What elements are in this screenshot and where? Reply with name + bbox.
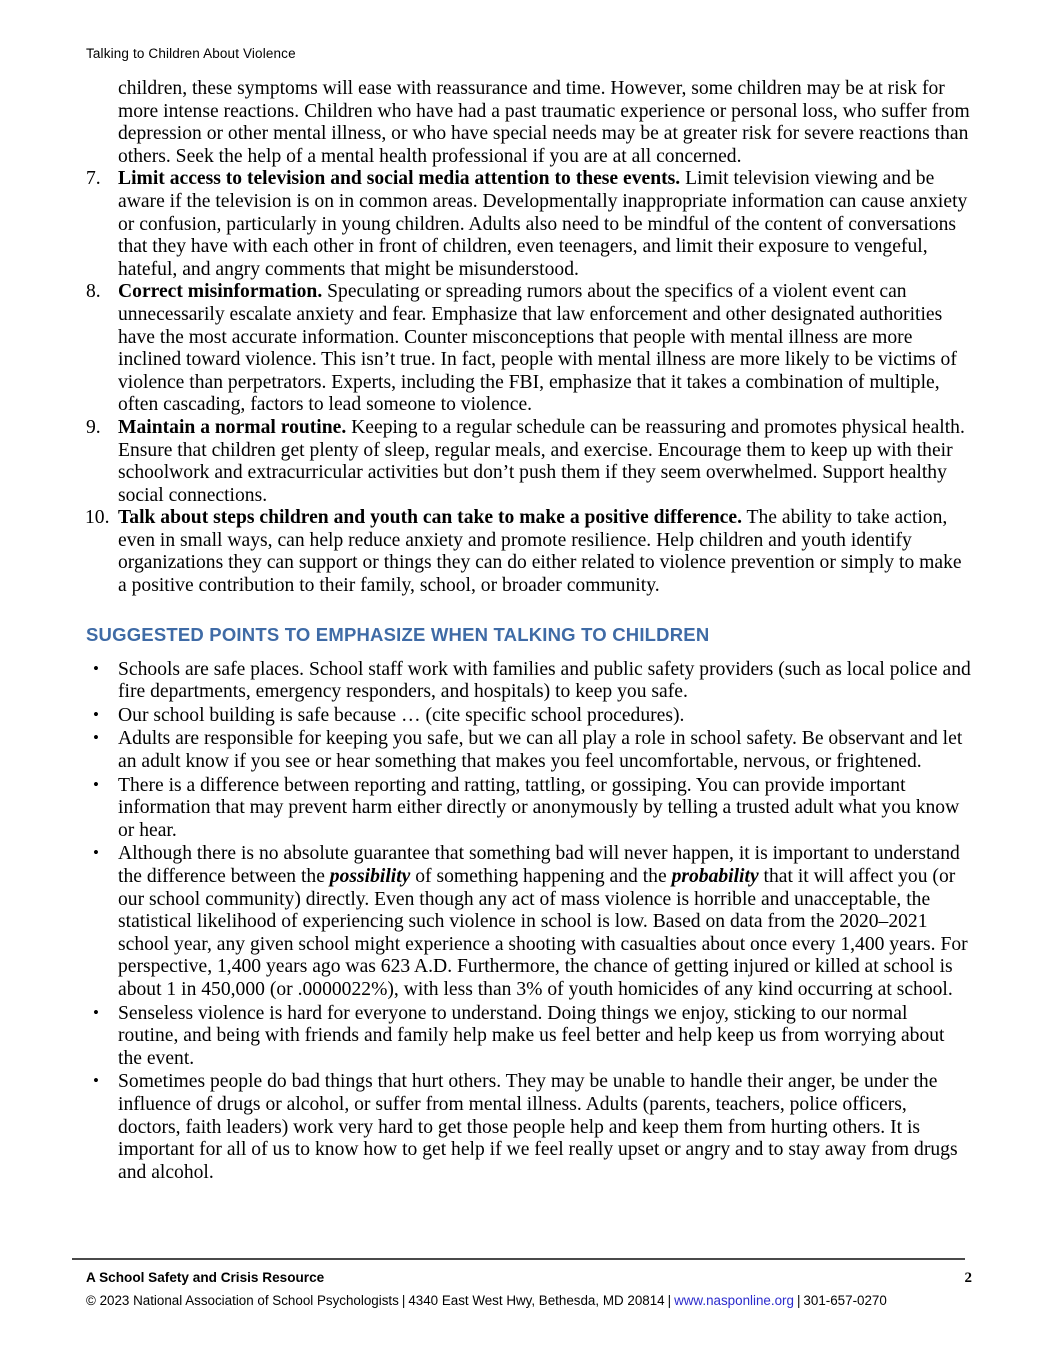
list-item xyxy=(86,728,972,773)
bullet-icon: • xyxy=(93,728,99,748)
numbered-list-item xyxy=(86,417,972,507)
page-number: 2 xyxy=(964,1270,972,1286)
emphasis-possibility: possibility xyxy=(329,866,411,887)
list-item-text: There is a difference between reporting and ratting, tattling, or gossiping. You can provide important information that may prevent harm either directly or anonymously by telling a trusted adult what you know or hear. xyxy=(118,774,960,841)
footer-website-link[interactable]: www.nasponline.org xyxy=(674,1293,794,1308)
list-item xyxy=(86,705,972,728)
bullet-icon: • xyxy=(93,1002,99,1022)
list-marker: 9. xyxy=(86,416,101,438)
numbered-list-item xyxy=(86,507,972,597)
list-marker: 10. xyxy=(85,507,110,529)
bullet-icon: • xyxy=(93,658,99,678)
footer-divider xyxy=(72,1258,965,1260)
list-item-text: Our school building is safe because … (cite specific school procedures). xyxy=(118,704,685,726)
bullet-icon: • xyxy=(93,774,99,794)
numbered-list xyxy=(86,168,972,597)
page-footer xyxy=(86,1270,972,1308)
list-item-lead: Maintain a normal routine. xyxy=(118,416,347,438)
numbered-list-item xyxy=(86,281,972,417)
list-item-text: Schools are safe places. School staff work with families and public safety providers (such as local police and fire departments, emergency responders, and hospitals) to keep you safe. xyxy=(118,658,971,703)
list-item xyxy=(86,1071,972,1184)
bullet-icon: • xyxy=(93,843,99,863)
intro-paragraph: children, these symptoms will ease with reassurance and time. However, some children may be at risk for more intense reactions. Children who have had a past traumatic experience or personal loss, who suffer from depression or other mental illness, or who have special needs may be at greater risk for severe reactions than others. Seek the help of a mental health professional if you are at all concerned. xyxy=(118,78,970,167)
footer-resource-label: A School Safety and Crisis Resource xyxy=(86,1270,325,1285)
bullet-list xyxy=(86,659,972,1185)
list-item-text: Sometimes people do bad things that hurt others. They may be unable to handle their anger, be under the influence of drugs or alcohol, or suffer from mental illness. Adults (parents, teachers, police officers, doctors, faith leaders) work very hard to get those people help and keep them from hurting others. It is important for all of us to know how to get help if we feel really upset or angry and to stay away from drugs and alcohol. xyxy=(118,1071,958,1183)
list-item-body: The ability to take action, even in small ways, can help reduce anxiety and promote resilience. Help children and youth identify organizations they can support or things they can do either related to violence prevention or simply to make a positive contribution to their family, school, or broader community. xyxy=(118,507,962,597)
list-item xyxy=(86,843,972,1001)
footer-separator: | xyxy=(796,1293,801,1308)
footer-phone: 301-657-0270 xyxy=(803,1293,887,1308)
list-item-text-part3: that it will affect you (or our school community) directly. Even though any act of mass violence is horrible and unacceptable, the statistical likelihood of experiencing such violence in school is low. Based on data from the 2020–2021 school year, any given school might experience a shooting with casualties about once every 1,400 years. For perspective, 1,400 years ago was 623 A.D. Furthermore, the chance of getting injured or killed at school is about 1 in 450,000 (or .0000022%), with less than 3% of youth homicides of any kind occurring at school. xyxy=(118,866,968,1000)
list-item-text-part2: of something happening and the xyxy=(410,866,672,887)
footer-separator: | xyxy=(401,1293,406,1308)
footer-contact-line xyxy=(86,1293,972,1308)
list-item-text: Senseless violence is hard for everyone to understand. Doing things we enjoy, sticking to our normal routine, and being with friends and family help make us feel better and help keep us from worrying about the event. xyxy=(118,1002,945,1069)
emphasis-probability: probability xyxy=(671,866,759,887)
list-item-body: Limit television viewing and be aware if the television is on in common areas. Developmentally inappropriate information can cause anxiety or confusion, particularly in young children. Adults also need to be mindful of the content of conversations that they have with each other in front of children, even teenagers, and limit their exposure to vengeful, hateful, and angry comments that might be misunderstood. xyxy=(118,168,968,280)
list-item-text-part1: Although there is no absolute guarantee that something bad will never happen, it is important to understand the difference between the xyxy=(118,843,960,887)
footer-copyright: © 2023 National Association of School Psychologists xyxy=(86,1293,399,1308)
list-marker: 8. xyxy=(86,281,101,303)
bullet-icon: • xyxy=(93,704,99,724)
footer-separator: | xyxy=(667,1293,672,1308)
footer-resource-line xyxy=(86,1270,972,1290)
list-item xyxy=(86,775,972,843)
list-item-lead: Correct misinformation. xyxy=(118,281,323,303)
list-marker: 7. xyxy=(86,168,101,190)
footer-address: 4340 East West Hwy, Bethesda, MD 20814 xyxy=(408,1293,665,1308)
list-item-lead: Limit access to television and social media attention to these events. xyxy=(118,168,681,190)
list-item xyxy=(86,659,972,704)
list-item xyxy=(86,1003,972,1071)
section-heading: SUGGESTED POINTS TO EMPHASIZE WHEN TALKING TO CHILDREN xyxy=(86,623,710,645)
numbered-list-item xyxy=(86,168,972,281)
list-item-body: Keeping to a regular schedule can be reassuring and promotes physical health. Ensure that children get plenty of sleep, regular meals, and exercise. Encourage them to keep up with their schoolwork and extracurricular activities but don’t push them if they seem overwhelmed. Support healthy social connections. xyxy=(118,416,965,506)
page-content xyxy=(86,78,972,1185)
list-item-lead: Talk about steps children and youth can take to make a positive difference. xyxy=(118,507,742,529)
list-item-text: Adults are responsible for keeping you safe, but we can all play a role in school safety. Be observant and let an adult know if you see or hear something that makes you feel uncomfortable, nervous, or frightened. xyxy=(118,728,963,773)
bullet-icon: • xyxy=(93,1071,99,1091)
list-item-body: Speculating or spreading rumors about the specifics of a violent event can unnecessarily escalate anxiety and fear. Emphasize that law enforcement and other designated authorities have the most accurate information. Counter misconceptions that people with mental illness are more inclined toward violence. This isn’t true. In fact, people with mental illness are more likely to be victims of violence than perpetrators. Experts, including the FBI, emphasize that it takes a combination of multiple, often cascading, factors to lead someone to violence. xyxy=(118,281,957,416)
running-head: Talking to Children About Violence xyxy=(86,46,296,61)
